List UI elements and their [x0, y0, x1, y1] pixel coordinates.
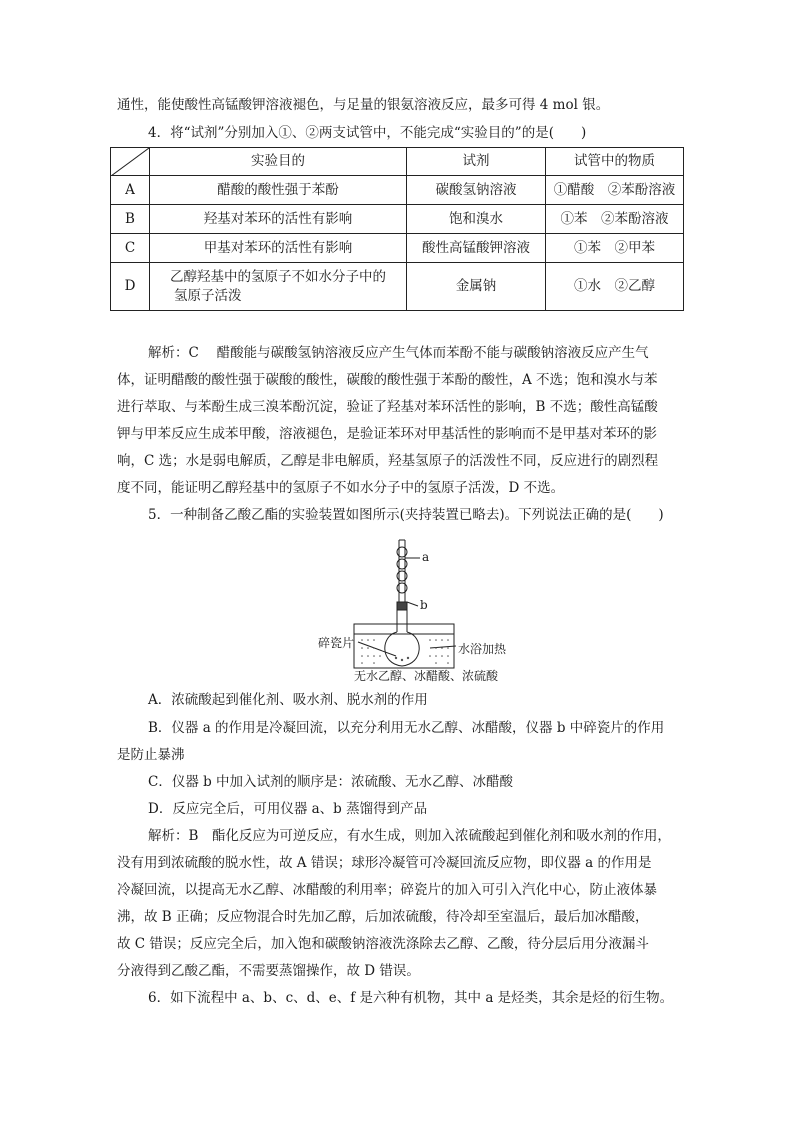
apparatus-diagram	[300, 536, 520, 684]
row-purpose-line: 乙醇羟基中的氢原子不如水分子中的	[170, 268, 386, 285]
header-substances: 试管中的物质	[546, 148, 684, 176]
analysis-4-line: 体，证明醋酸的酸性强于碳酸的酸性，碳酸的酸性强于苯酚的酸性，A 不选；饱和溴水与苯	[117, 372, 658, 388]
table-row	[111, 263, 684, 311]
analysis-5-line: 故 C 错误；反应完全后，加入饱和碳酸钠溶液洗涤除去乙醇、乙酸，待分层后用分液漏斗	[117, 936, 649, 952]
row-substances: ①苯 ②甲苯	[546, 234, 684, 263]
option-c: C．仪器 b 中加入试剂的顺序是：浓硫酸、无水乙醇、冰醋酸	[148, 774, 514, 790]
analysis-4-line: 钾与甲苯反应生成苯甲酸，溶液褪色，是验证苯环对甲基活性的影响而不是甲基对苯环的影	[117, 426, 657, 442]
header-purpose: 实验目的	[150, 148, 407, 176]
apparatus-figure	[300, 536, 520, 684]
analysis-4-line: 度不同，能证明乙醇羟基中的氢原子不如水分子中的氢原子活泼，D 不选。	[117, 480, 565, 496]
row-purpose: 羟基对苯环的活性有影响	[150, 205, 407, 234]
question-5: 5．一种制备乙酸乙酯的实验装置如图所示(夹持装置已略去)。下列说法正确的是( )	[148, 507, 664, 523]
experiment-table	[110, 147, 684, 311]
table-row	[111, 234, 684, 263]
row-substances: ①水 ②乙醇	[546, 263, 684, 311]
row-substances: ①醋酸 ②苯酚溶液	[546, 176, 684, 205]
option-b: B．仪器 a 的作用是冷凝回流，以充分利用无水乙醇、冰醋酸，仪器 b 中碎瓷片的作用	[148, 720, 665, 736]
analysis-4-line: 进行萃取、与苯酚生成三溴苯酚沉淀，验证了羟基对苯环活性的影响，B 不选；酸性高锰酸	[117, 399, 658, 415]
header-reagent: 试剂	[407, 148, 546, 176]
option-a: A．浓硫酸起到催化剂、吸水剂、脱水剂的作用	[148, 692, 428, 708]
row-purpose: 甲基对苯环的活性有影响	[150, 234, 407, 263]
analysis-5-line: 分液得到乙酸乙酯，不需要蒸馏操作，故 D 错误。	[117, 963, 420, 979]
diagonal-cell	[111, 148, 150, 176]
row-letter: C	[111, 234, 150, 263]
row-letter: B	[111, 205, 150, 234]
table-row	[111, 205, 684, 234]
row-letter: D	[111, 263, 150, 311]
question-6: 6．如下流程中 a、b、c、d、e、f 是六种有机物，其中 a 是烃类，其余是烃的衍生物。	[148, 990, 674, 1006]
label-a: a	[422, 550, 430, 564]
row-letter: A	[111, 176, 150, 205]
figure-caption: 无水乙醇、冰醋酸、浓硫酸	[354, 669, 499, 683]
analysis-5-line: 冷凝回流，以提高无水乙醇、冰醋酸的利用率；碎瓷片的加入可引入汽化中心，防止液体暴	[117, 882, 657, 898]
table-header-row	[111, 148, 684, 176]
text-line: 通性，能使酸性高锰酸钾溶液褪色，与足量的银氨溶液反应，最多可得 4 mol 银。	[117, 97, 610, 113]
row-reagent: 碳酸氢钠溶液	[407, 176, 546, 205]
row-reagent: 饱和溴水	[407, 205, 546, 234]
row-purpose-line: 氢原子活泼	[174, 287, 242, 304]
analysis-5-line: 沸，故 B 正确；反应物混合时先加乙醇，后加浓硫酸，待冷却至室温后，最后加冰醋酸，	[117, 909, 649, 925]
row-purpose	[150, 263, 407, 311]
row-purpose: 醋酸的酸性强于苯酚	[150, 176, 407, 205]
option-b-cont: 是防止暴沸	[117, 747, 185, 763]
row-substances: ①苯 ②苯酚溶液	[546, 205, 684, 234]
analysis-5-line: 解析：B 酯化反应为可逆反应，有水生成，则加入浓硫酸起到催化剂和吸水剂的作用，	[148, 828, 671, 844]
analysis-4-line: 解析：C 醋酸能与碳酸氢钠溶液反应产生气体而苯酚不能与碳酸钠溶液反应产生气	[148, 345, 649, 361]
label-bath: 水浴加热	[458, 642, 507, 656]
analysis-4-line: 响，C 选；水是弱电解质，乙醇是非电解质，羟基氢原子的活泼性不同，反应进行的剧烈程	[117, 453, 659, 469]
analysis-5-line: 没有用到浓硫酸的脱水性，故 A 错误；球形冷凝管可冷凝回流反应物，即仪器 a 的作用是	[117, 855, 652, 871]
row-reagent: 酸性高锰酸钾溶液	[407, 234, 546, 263]
row-reagent: 金属钠	[407, 263, 546, 311]
question-4: 4．将“试剂”分别加入①、②两支试管中，不能完成“实验目的”的是( )	[148, 125, 587, 141]
label-chips: 碎瓷片	[318, 636, 355, 650]
option-d: D．反应完全后，可用仪器 a、b 蒸馏得到产品	[148, 801, 428, 817]
label-b: b	[420, 598, 428, 612]
table-row	[111, 176, 684, 205]
